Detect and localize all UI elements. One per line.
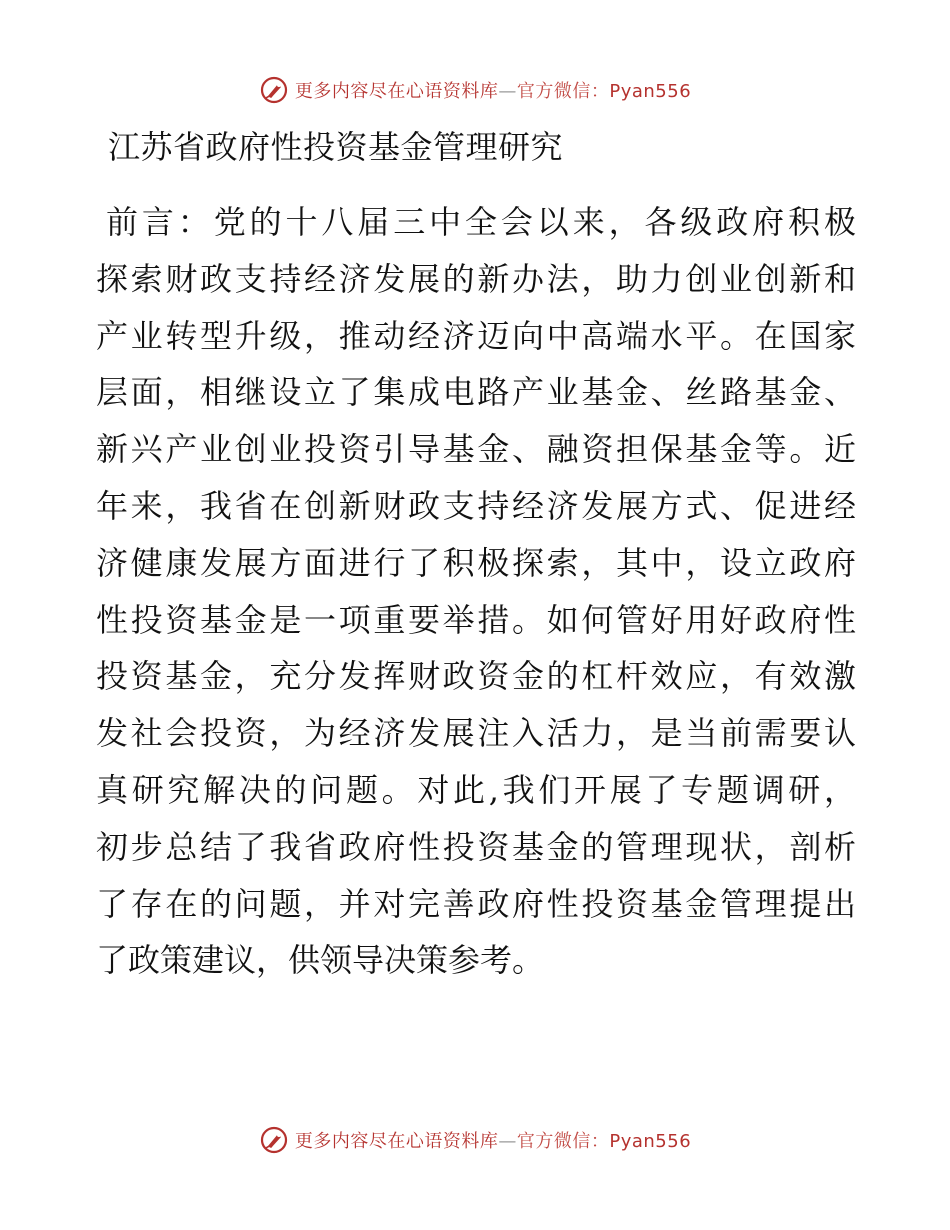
footer-watermark-banner <box>0 1120 950 1160</box>
header-watermark-banner <box>0 70 950 110</box>
watermark-text: 更多内容尽在心语资料库—官方微信：Pyan556 <box>294 81 692 102</box>
body-line: 探索财政支持经济发展的新办法，助力创业创新和 <box>96 259 856 298</box>
pen-nib-logo-icon <box>259 1125 289 1155</box>
watermark-text: 更多内容尽在心语资料库—官方微信：Pyan556 <box>294 1131 692 1152</box>
body-line: 产业转型升级，推动经济迈向中高端水平。在国家 <box>96 316 856 355</box>
body-line: 发社会投资，为经济发展注入活力，是当前需要认 <box>96 714 856 753</box>
body-line: 济健康发展方面进行了积极探索，其中，设立政府 <box>96 543 856 582</box>
body-line: 了存在的问题，并对完善政府性投资基金管理提出 <box>96 884 856 923</box>
document-body <box>96 194 856 989</box>
body-line: 初步总结了我省政府性投资基金的管理现状，剖析 <box>96 827 856 866</box>
body-line: 真研究解决的问题。对此,我们开展了专题调研， <box>96 770 856 809</box>
body-line: 年来，我省在创新财政支持经济发展方式、促进经 <box>96 486 856 525</box>
body-line: 前言：党的十八届三中全会以来，各级政府积极 <box>106 203 856 241</box>
body-line: 新兴产业创业投资引导基金、融资担保基金等。近 <box>96 430 856 469</box>
pen-nib-logo-icon <box>259 75 289 105</box>
document-title: 江苏省政府性投资基金管理研究 <box>108 128 564 166</box>
body-line: 了政策建议，供领导决策参考。 <box>96 941 545 980</box>
body-line: 性投资基金是一项重要举措。如何管好用好政府性 <box>96 600 856 639</box>
body-line: 投资基金，充分发挥财政资金的杠杆效应，有效激 <box>96 657 856 696</box>
body-line: 层面，相继设立了集成电路产业基金、丝路基金、 <box>96 373 856 412</box>
